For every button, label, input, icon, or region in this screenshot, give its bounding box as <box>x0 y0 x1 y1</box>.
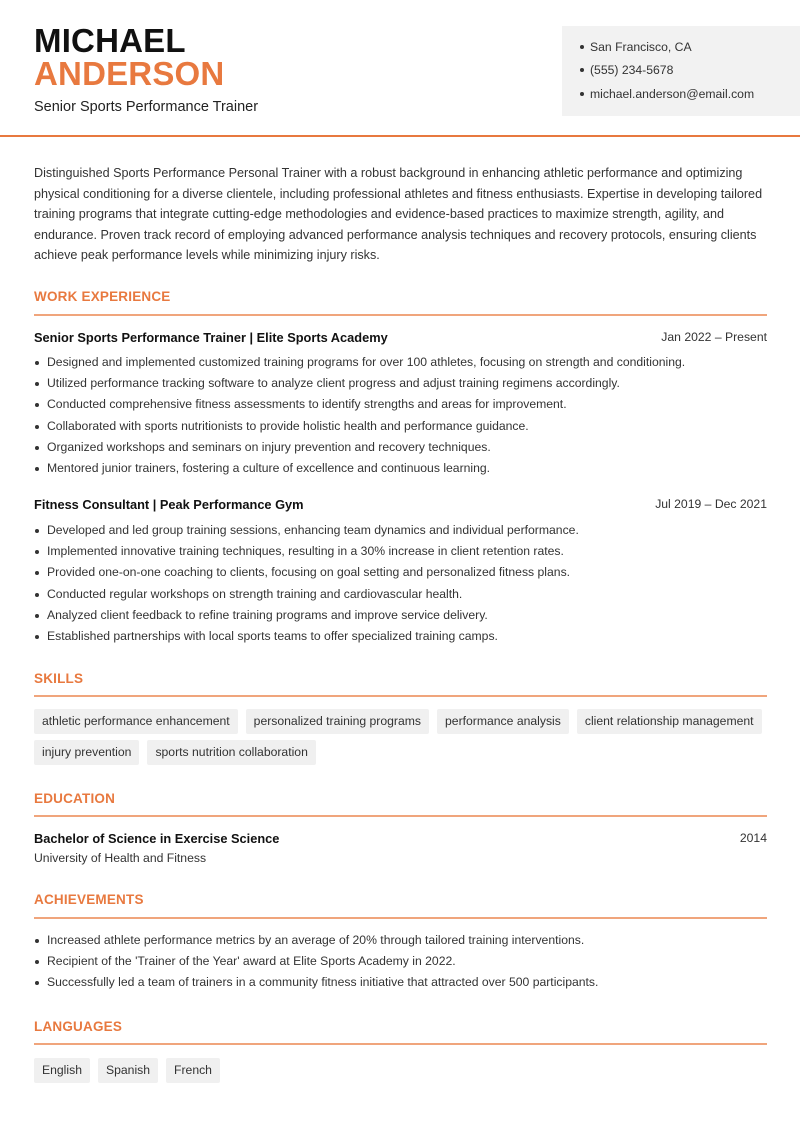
skill-tag: personalized training programs <box>246 709 429 734</box>
job-header <box>34 497 767 515</box>
language-tag: Spanish <box>98 1058 158 1083</box>
job-title: Senior Sports Performance Trainer <box>34 99 259 115</box>
section-divider <box>34 1043 767 1045</box>
list-item: Conducted regular workshops on strength training and cardiovascular health. <box>34 584 767 605</box>
languages-row <box>34 1058 220 1083</box>
section-divider <box>34 695 767 697</box>
job-header <box>34 330 767 348</box>
contact-location-text: San Francisco, CA <box>590 40 692 54</box>
job-bullets <box>34 352 767 479</box>
last-name: ANDERSON <box>34 55 225 92</box>
degree: Bachelor of Science in Exercise Science <box>34 831 280 846</box>
section-title-work: WORK EXPERIENCE <box>34 289 171 304</box>
list-item: Analyzed client feedback to refine training programs and improve service delivery. <box>34 605 767 626</box>
list-item: Recipient of the 'Trainer of the Year' award at Elite Sports Academy in 2022. <box>34 951 767 972</box>
section-divider <box>34 314 767 316</box>
skill-tag: athletic performance enhancement <box>34 709 238 734</box>
first-name: MICHAEL <box>34 22 186 59</box>
summary-paragraph: Distinguished Sports Performance Personal Trainer with a robust background in enhancing athletic performance and optimizing physical conditioning for a diverse clientele, including professional athletes and fitness enthusiasts. Expertise in developing tailored training programs that integrate cutting-edge methodologies and evidence-based practices to maximize strength, agility, and endurance. Proven track record of employing advanced performance analysis techniques and recovery protocols, ensuring clients achieve peak performance levels while minimizing injury risks. <box>34 166 763 262</box>
list-item: Conducted comprehensive fitness assessments to identify strengths and areas for improvement. <box>34 394 767 415</box>
list-item: Designed and implemented customized training programs for over 100 athletes, focusing on strength and conditioning. <box>34 352 767 373</box>
list-item: Developed and led group training sessions, enhancing team dynamics and individual performance. <box>34 520 767 541</box>
list-item: Established partnerships with local sports teams to offer specialized training camps. <box>34 626 767 647</box>
language-tag: English <box>34 1058 90 1083</box>
language-tag: French <box>166 1058 220 1083</box>
resume-header <box>0 0 800 137</box>
list-item: Collaborated with sports nutritionists to provide holistic health and performance guidance. <box>34 416 767 437</box>
list-item: Provided one-on-one coaching to clients, focusing on goal setting and personalized fitness plans. <box>34 562 767 583</box>
contact-phone <box>580 63 673 77</box>
list-item: Organized workshops and seminars on injury prevention and recovery techniques. <box>34 437 767 458</box>
contact-email <box>580 87 754 101</box>
list-item: Increased athlete performance metrics by an average of 20% through tailored training interventions. <box>34 930 767 951</box>
section-title-education: EDUCATION <box>34 791 116 806</box>
contact-phone-text: (555) 234-5678 <box>590 63 674 77</box>
contact-email-text: michael.anderson@email.com <box>590 87 755 101</box>
skill-tag: performance analysis <box>437 709 569 734</box>
section-title-skills: SKILLS <box>34 671 84 686</box>
skill-tag: injury prevention <box>34 740 139 765</box>
job-role: Senior Sports Performance Trainer | Elite Sports Academy <box>34 330 388 345</box>
job-date: Jan 2022 – Present <box>661 330 767 344</box>
list-item: Utilized performance tracking software to analyze client progress and adjust training regimens accordingly. <box>34 373 767 394</box>
section-title-achievements: ACHIEVEMENTS <box>34 892 144 907</box>
skill-tag: sports nutrition collaboration <box>147 740 315 765</box>
skills-row <box>34 709 762 734</box>
job-role: Fitness Consultant | Peak Performance Gym <box>34 497 304 512</box>
skills-row <box>34 740 316 765</box>
section-title-languages: LANGUAGES <box>34 1019 123 1034</box>
section-divider <box>34 917 767 919</box>
contact-box <box>562 26 800 116</box>
bullet-icon <box>580 45 584 49</box>
list-item: Successfully led a team of trainers in a community fitness initiative that attracted over 500 participants. <box>34 972 767 993</box>
contact-location <box>580 40 692 54</box>
school-name: University of Health and Fitness <box>34 851 207 865</box>
section-divider <box>34 815 767 817</box>
list-item: Mentored junior trainers, fostering a culture of excellence and continuous learning. <box>34 458 767 479</box>
education-header <box>34 831 767 849</box>
graduation-year: 2014 <box>739 831 767 845</box>
bullet-icon <box>580 68 584 72</box>
bullet-icon <box>580 92 584 96</box>
list-item: Implemented innovative training techniques, resulting in a 30% increase in client retention rates. <box>34 541 767 562</box>
job-date: Jul 2019 – Dec 2021 <box>655 497 767 511</box>
achievement-bullets <box>34 930 767 994</box>
skill-tag: client relationship management <box>577 709 762 734</box>
job-bullets <box>34 520 767 647</box>
